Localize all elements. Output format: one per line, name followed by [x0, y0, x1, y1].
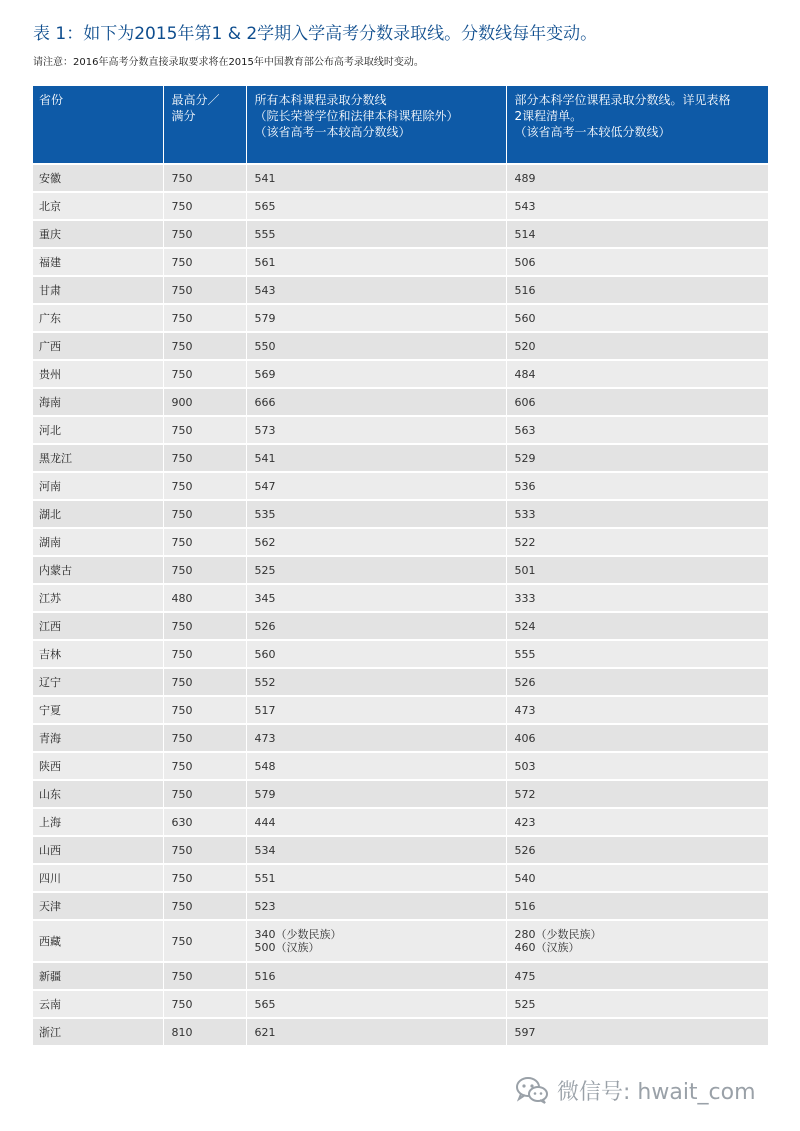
max-score-cell: 750 — [163, 780, 246, 808]
max-score-cell: 750 — [163, 528, 246, 556]
max-score-cell: 750 — [163, 164, 246, 192]
max-score-cell: 750 — [163, 472, 246, 500]
max-score-cell: 900 — [163, 388, 246, 416]
high-cutoff-cell: 569 — [246, 360, 506, 388]
max-score-cell: 750 — [163, 500, 246, 528]
high-cutoff-cell: 562 — [246, 528, 506, 556]
high-cutoff-cell: 541 — [246, 164, 506, 192]
low-cutoff-cell: 501 — [506, 556, 768, 584]
table-row — [33, 640, 768, 668]
cell-line: 460（汉族） — [514, 941, 580, 954]
max-score-cell: 750 — [163, 276, 246, 304]
table-row — [33, 304, 768, 332]
high-cutoff-cell: 547 — [246, 472, 506, 500]
max-score-cell: 750 — [163, 920, 246, 962]
province-cell: 辽宁 — [33, 668, 163, 696]
low-cutoff-cell: 520 — [506, 332, 768, 360]
table-body — [33, 164, 768, 1045]
header-line: 最高分／ — [171, 93, 220, 107]
high-cutoff-cell: 551 — [246, 864, 506, 892]
high-cutoff-cell: 548 — [246, 752, 506, 780]
table-row — [33, 990, 768, 1018]
low-cutoff-cell: 484 — [506, 360, 768, 388]
province-cell: 青海 — [33, 724, 163, 752]
max-score-cell: 750 — [163, 304, 246, 332]
header-row — [33, 86, 768, 164]
max-score-cell: 750 — [163, 724, 246, 752]
province-cell: 江西 — [33, 612, 163, 640]
province-cell: 湖南 — [33, 528, 163, 556]
low-cutoff-cell: 563 — [506, 416, 768, 444]
header-line: （该省高考一本较高分数线） — [254, 125, 411, 139]
table-row — [33, 696, 768, 724]
max-score-cell: 750 — [163, 192, 246, 220]
province-cell: 海南 — [33, 388, 163, 416]
header-high-cutoff — [246, 86, 506, 164]
province-cell: 重庆 — [33, 220, 163, 248]
table-row — [33, 584, 768, 612]
max-score-cell: 630 — [163, 808, 246, 836]
max-score-cell: 750 — [163, 220, 246, 248]
header-max-score — [163, 86, 246, 164]
low-cutoff-cell: 597 — [506, 1018, 768, 1045]
low-cutoff-cell: 506 — [506, 248, 768, 276]
high-cutoff-cell: 516 — [246, 962, 506, 990]
header-line: 所有本科课程录取分数线 — [254, 93, 387, 107]
low-cutoff-cell: 333 — [506, 584, 768, 612]
table-row — [33, 752, 768, 780]
low-cutoff-cell: 543 — [506, 192, 768, 220]
province-cell: 吉林 — [33, 640, 163, 668]
province-cell: 广西 — [33, 332, 163, 360]
province-cell: 上海 — [33, 808, 163, 836]
header-province — [33, 86, 163, 164]
header-low-cutoff — [506, 86, 768, 164]
table-row — [33, 220, 768, 248]
max-score-cell: 750 — [163, 696, 246, 724]
max-score-cell: 750 — [163, 864, 246, 892]
cell-line: 500（汉族） — [254, 941, 320, 954]
low-cutoff-cell: 536 — [506, 472, 768, 500]
max-score-cell: 750 — [163, 444, 246, 472]
table-row — [33, 668, 768, 696]
high-cutoff-cell — [246, 920, 506, 962]
high-cutoff-cell: 666 — [246, 388, 506, 416]
max-score-cell: 750 — [163, 668, 246, 696]
low-cutoff-cell: 555 — [506, 640, 768, 668]
admission-score-table — [33, 86, 768, 1045]
province-cell: 天津 — [33, 892, 163, 920]
table-row — [33, 500, 768, 528]
high-cutoff-cell: 565 — [246, 192, 506, 220]
low-cutoff-cell: 514 — [506, 220, 768, 248]
header-line: 2课程清单。 — [514, 109, 583, 123]
max-score-cell: 750 — [163, 990, 246, 1018]
high-cutoff-cell: 345 — [246, 584, 506, 612]
province-cell: 安徽 — [33, 164, 163, 192]
low-cutoff-cell: 503 — [506, 752, 768, 780]
table-title: 表 1：如下为2015年第1 & 2学期入学高考分数录取线。分数线每年变动。 — [33, 24, 598, 44]
high-cutoff-cell: 525 — [246, 556, 506, 584]
high-cutoff-cell: 621 — [246, 1018, 506, 1045]
header-line: （院长荣誉学位和法律本科课程除外） — [254, 109, 459, 123]
high-cutoff-cell: 565 — [246, 990, 506, 1018]
low-cutoff-cell: 560 — [506, 304, 768, 332]
max-score-cell: 750 — [163, 752, 246, 780]
high-cutoff-cell: 552 — [246, 668, 506, 696]
table-row — [33, 360, 768, 388]
province-cell: 陕西 — [33, 752, 163, 780]
table-row — [33, 920, 768, 962]
table-row — [33, 444, 768, 472]
table-row — [33, 528, 768, 556]
low-cutoff-cell: 529 — [506, 444, 768, 472]
watermark-text: 微信号: hwait_com — [557, 1079, 756, 1105]
high-cutoff-cell: 523 — [246, 892, 506, 920]
high-cutoff-cell: 473 — [246, 724, 506, 752]
high-cutoff-cell: 526 — [246, 612, 506, 640]
high-cutoff-cell: 543 — [246, 276, 506, 304]
low-cutoff-cell: 475 — [506, 962, 768, 990]
high-cutoff-cell: 550 — [246, 332, 506, 360]
low-cutoff-cell: 540 — [506, 864, 768, 892]
table-row — [33, 892, 768, 920]
table-row — [33, 780, 768, 808]
max-score-cell: 750 — [163, 836, 246, 864]
max-score-cell: 750 — [163, 962, 246, 990]
low-cutoff-cell: 516 — [506, 276, 768, 304]
max-score-cell: 750 — [163, 612, 246, 640]
province-cell: 四川 — [33, 864, 163, 892]
max-score-cell: 480 — [163, 584, 246, 612]
province-cell: 云南 — [33, 990, 163, 1018]
low-cutoff-cell: 489 — [506, 164, 768, 192]
max-score-cell: 750 — [163, 332, 246, 360]
province-cell: 贵州 — [33, 360, 163, 388]
high-cutoff-cell: 561 — [246, 248, 506, 276]
province-cell: 河北 — [33, 416, 163, 444]
max-score-cell: 750 — [163, 892, 246, 920]
max-score-cell: 750 — [163, 556, 246, 584]
table-row — [33, 472, 768, 500]
table-row — [33, 1018, 768, 1045]
low-cutoff-cell: 516 — [506, 892, 768, 920]
province-cell: 山东 — [33, 780, 163, 808]
table-row — [33, 276, 768, 304]
province-cell: 甘肃 — [33, 276, 163, 304]
province-cell: 内蒙古 — [33, 556, 163, 584]
province-cell: 福建 — [33, 248, 163, 276]
province-cell: 宁夏 — [33, 696, 163, 724]
table-row — [33, 388, 768, 416]
table-row — [33, 556, 768, 584]
low-cutoff-cell: 406 — [506, 724, 768, 752]
max-score-cell: 750 — [163, 360, 246, 388]
table-row — [33, 808, 768, 836]
wechat-icon — [515, 1075, 549, 1105]
header-line: （该省高考一本较低分数线） — [514, 125, 671, 139]
table-header — [33, 86, 768, 164]
high-cutoff-cell: 579 — [246, 780, 506, 808]
province-cell: 广东 — [33, 304, 163, 332]
low-cutoff-cell: 522 — [506, 528, 768, 556]
low-cutoff-cell: 524 — [506, 612, 768, 640]
low-cutoff-cell — [506, 920, 768, 962]
table-row — [33, 724, 768, 752]
province-cell: 浙江 — [33, 1018, 163, 1045]
table-row — [33, 836, 768, 864]
table-row — [33, 248, 768, 276]
high-cutoff-cell: 517 — [246, 696, 506, 724]
header-line: 省份 — [39, 93, 64, 107]
province-cell: 山西 — [33, 836, 163, 864]
low-cutoff-cell: 525 — [506, 990, 768, 1018]
max-score-cell: 750 — [163, 248, 246, 276]
table-row — [33, 864, 768, 892]
low-cutoff-cell: 526 — [506, 668, 768, 696]
province-cell: 北京 — [33, 192, 163, 220]
high-cutoff-cell: 541 — [246, 444, 506, 472]
cell-line: 280（少数民族） — [514, 928, 602, 941]
max-score-cell: 810 — [163, 1018, 246, 1045]
table-row — [33, 164, 768, 192]
watermark — [515, 1072, 756, 1108]
max-score-cell: 750 — [163, 640, 246, 668]
high-cutoff-cell: 579 — [246, 304, 506, 332]
table-row — [33, 332, 768, 360]
low-cutoff-cell: 572 — [506, 780, 768, 808]
table-row — [33, 962, 768, 990]
table-row — [33, 612, 768, 640]
province-cell: 河南 — [33, 472, 163, 500]
low-cutoff-cell: 423 — [506, 808, 768, 836]
province-cell: 西藏 — [33, 920, 163, 962]
province-cell: 江苏 — [33, 584, 163, 612]
header-line: 满分 — [171, 109, 196, 123]
high-cutoff-cell: 573 — [246, 416, 506, 444]
high-cutoff-cell: 535 — [246, 500, 506, 528]
high-cutoff-cell: 560 — [246, 640, 506, 668]
low-cutoff-cell: 526 — [506, 836, 768, 864]
max-score-cell: 750 — [163, 416, 246, 444]
table-note: 请注意：2016年高考分数直接录取要求将在2015年中国教育部公布高考录取线时变动。 — [33, 57, 424, 68]
province-cell: 黑龙江 — [33, 444, 163, 472]
header-line: 部分本科学位课程录取分数线。详见表格 — [514, 93, 731, 107]
high-cutoff-cell: 444 — [246, 808, 506, 836]
high-cutoff-cell: 534 — [246, 836, 506, 864]
province-cell: 湖北 — [33, 500, 163, 528]
table-row — [33, 192, 768, 220]
province-cell: 新疆 — [33, 962, 163, 990]
low-cutoff-cell: 473 — [506, 696, 768, 724]
table-row — [33, 416, 768, 444]
low-cutoff-cell: 606 — [506, 388, 768, 416]
low-cutoff-cell: 533 — [506, 500, 768, 528]
high-cutoff-cell: 555 — [246, 220, 506, 248]
cell-line: 340（少数民族） — [254, 928, 342, 941]
